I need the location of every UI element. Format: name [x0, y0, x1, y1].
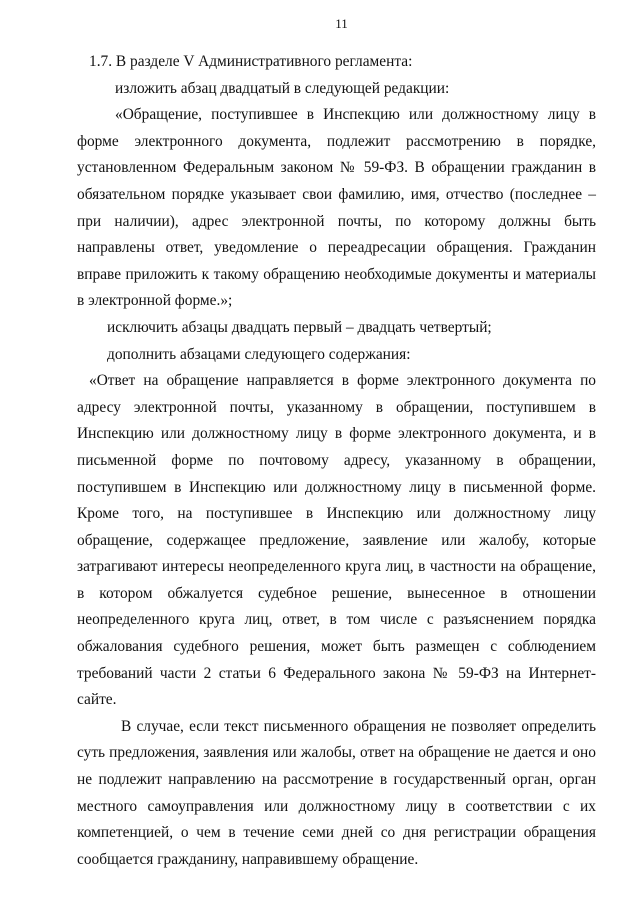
quoted-paragraph-response: «Ответ на обращение направляется в форме электронного документа по адресу электронной почты, указанному в обращении, поступившем в Инспекцию или должностному лицу в форме электронного документа, и в письменной форме по почтовому адресу, указанному в обращении, поступившем в Инспекцию или должностному лицу в письменной форме. Кроме того, на поступившее в Инспекцию или должностному лицу обращение, содержащее предложение, заявление или жалобу, которые затрагивают интересы неопределенного круга лиц, в частности на обращение, в котором обжалуется судебное решение, вынесенное в отношении неопределенного круга лиц, ответ, в том числе с разъяснением порядка обжалования судебного решения, может быть размещен с соблюдением требований части 2 статьи 6 Федерального закона № 59-ФЗ на Интернет-сайте.	[77, 372, 596, 709]
instruction-paragraph-replace: изложить абзац двадцатый в следующей редакции:	[115, 79, 450, 97]
instruction-paragraph-exclude: исключить абзацы двадцать первый – двадцать четвертый;	[107, 318, 492, 336]
section-heading-paragraph: 1.7. В разделе V Административного регламента:	[89, 53, 413, 70]
quoted-paragraph-electronic-appeal: «Обращение, поступившее в Инспекцию или должностному лицу в форме электронного документа, подлежит рассмотрению в порядке, установленном Федеральным законом № 59-ФЗ. В обращении гражданин в обязательном порядке указывает свои фамилию, имя, отчество (последнее – при наличии), адрес электронной почты, по которому должны быть направлены ответ, уведомление о переадресации обращения. Гражданин вправе приложить к такому обращению необходимые документы и материалы в электронной форме.»;	[77, 106, 596, 310]
instruction-paragraph-supplement: дополнить абзацами следующего содержания:	[107, 345, 411, 363]
page-number: 11	[335, 16, 348, 31]
paragraph-unreadable-appeal: В случае, если текст письменного обращения не позволяет определить суть предложения, заявления или жалобы, ответ на обращение не дается и оно не подлежит направлению на рассмотрение в государственный орган, орган местного самоуправления или должностному лицу в соответствии с их компетенцией, о чем в течение семи дней со дня регистрации обращения сообщается гражданину, направившему обращение.	[77, 717, 596, 868]
